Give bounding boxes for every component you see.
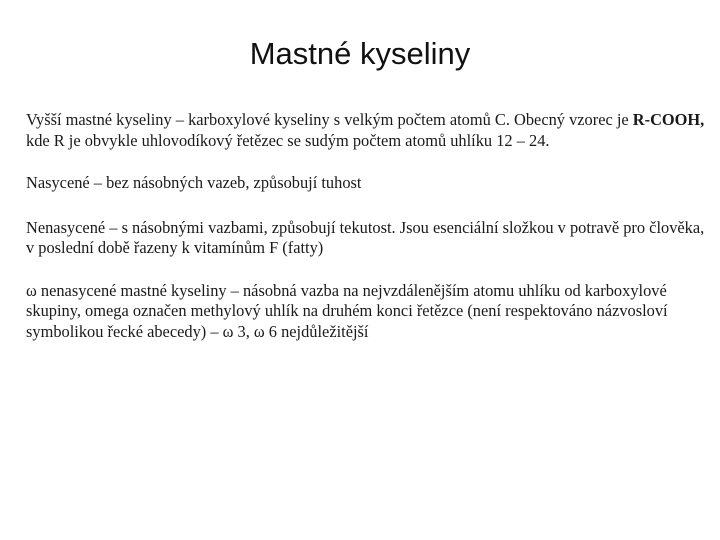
paragraph-unsaturated: Nenasycené – s násobnými vazbami, způsobují tekutost. Jsou esenciální složkou v potravě pro člověka, v poslední době řazeny k vitamínům F (fatty) [26, 217, 705, 257]
slide-title: Mastné kyseliny [249, 36, 471, 71]
formula-rcooh: R-COOH, [632, 110, 705, 129]
definition-text-start: Vyšší mastné kyseliny – karboxylové kyseliny s velkým počtem atomů C. Obecný vzorec je [26, 110, 633, 129]
definition-text-end: kde R je obvykle uhlovodíkový řetězec se sudým počtem atomů uhlíku 12 – 24. [26, 130, 550, 150]
paragraph-definition [26, 110, 706, 151]
slide-body [26, 110, 706, 364]
paragraph-omega: ω nenasycené mastné kyseliny – násobná vazba na nejvzdálenějším atomu uhlíku od karboxylové skupiny, omega označen methylový uhlík na druhém konci řetězce (není respektováno názvosloví symbolikou řecké abecedy) – ω 3, ω 6 nejdůležitější [26, 280, 668, 341]
paragraph-saturated: Nasycené – bez násobných vazeb, způsobují tuhost [26, 173, 362, 192]
